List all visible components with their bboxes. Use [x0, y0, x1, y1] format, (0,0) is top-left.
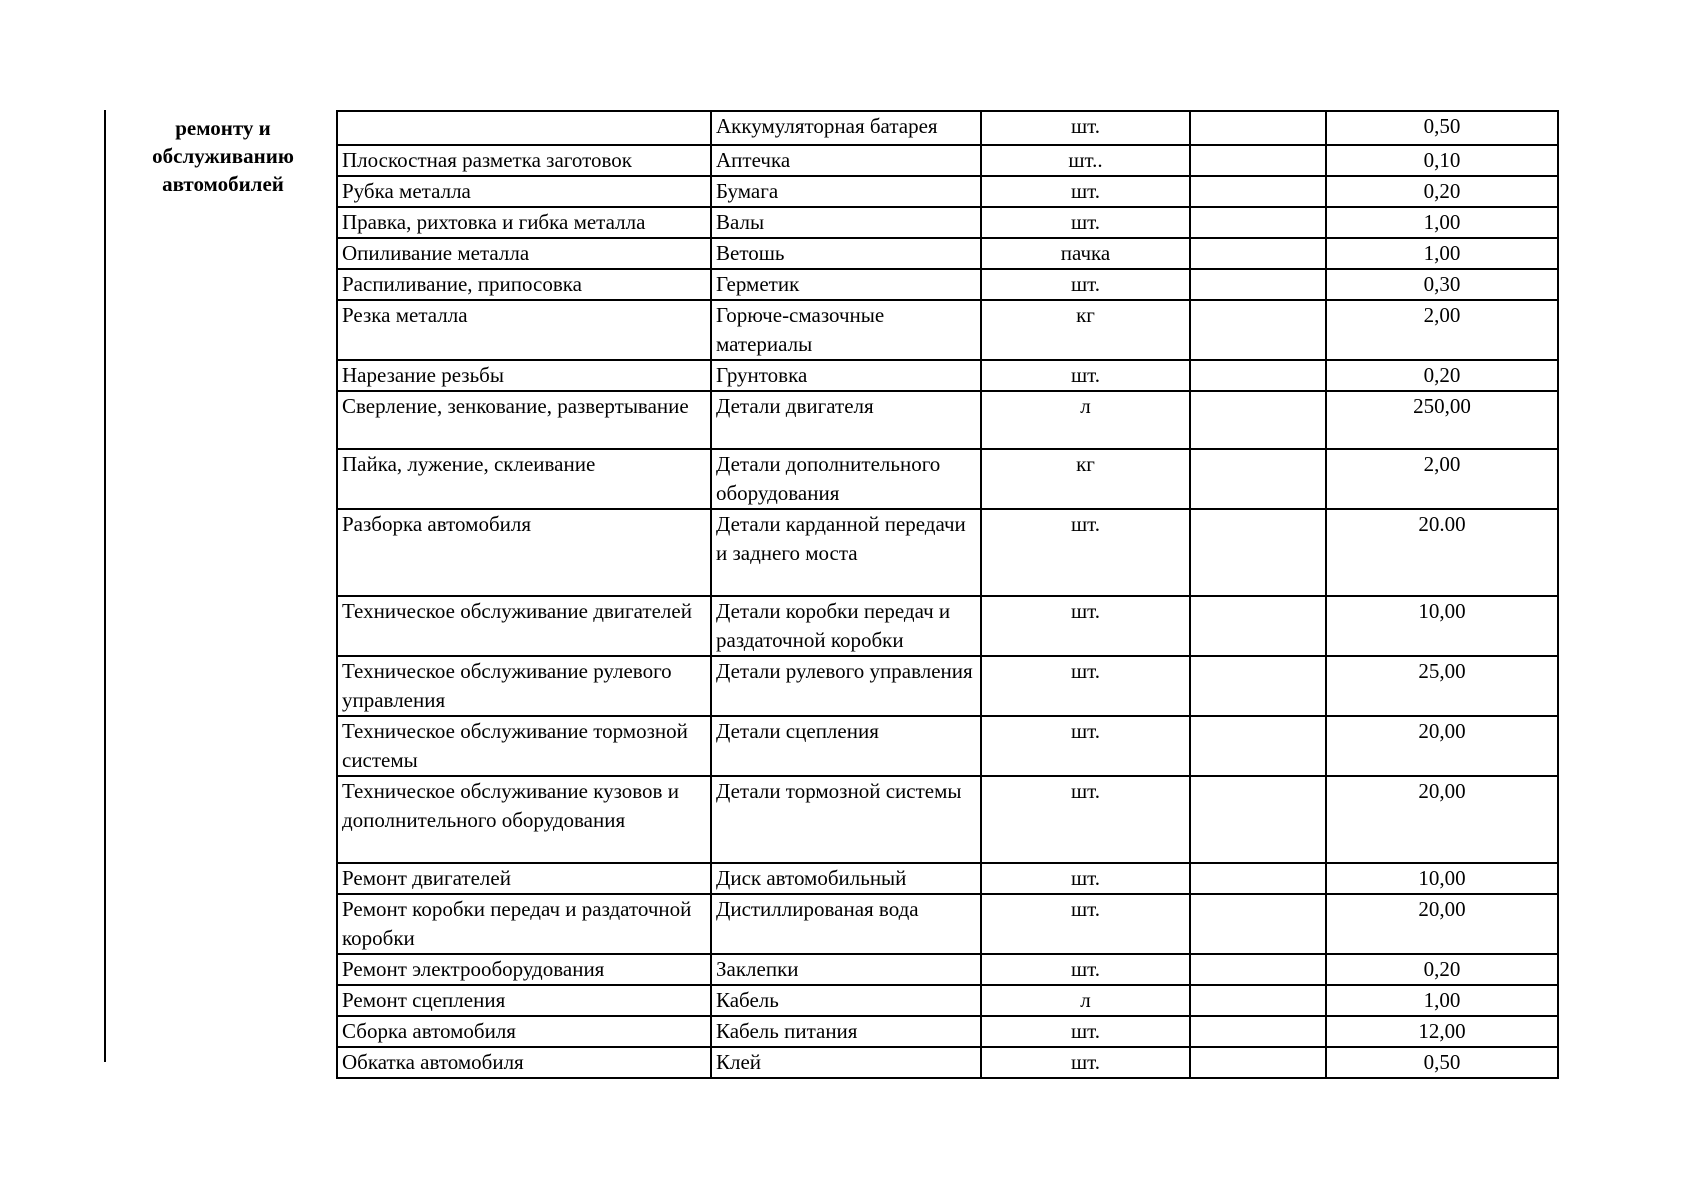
empty-cell: [1190, 985, 1326, 1016]
section-title-line: автомобилей: [162, 172, 284, 196]
table-row: [337, 449, 1558, 509]
unit-cell: кг: [981, 449, 1190, 509]
table-row: [337, 111, 1558, 145]
empty-cell: [1190, 111, 1326, 145]
empty-cell: [1190, 863, 1326, 894]
quantity-cell: 20,00: [1326, 716, 1558, 776]
table-row: [337, 360, 1558, 391]
unit-cell: шт.: [981, 176, 1190, 207]
material-cell: Детали карданной передачи и заднего моста: [711, 509, 981, 596]
work-cell: Ремонт коробки передач и раздаточной коробки: [337, 894, 711, 954]
material-cell: Аккумуляторная батарея: [711, 111, 981, 145]
work-cell: Обкатка автомобиля: [337, 1047, 711, 1078]
material-cell: Клей: [711, 1047, 981, 1078]
table-row: [337, 1016, 1558, 1047]
quantity-cell: 0,10: [1326, 145, 1558, 176]
empty-cell: [1190, 1047, 1326, 1078]
quantity-cell: 0,20: [1326, 954, 1558, 985]
unit-cell: л: [981, 391, 1190, 449]
empty-cell: [1190, 894, 1326, 954]
material-cell: Детали сцепления: [711, 716, 981, 776]
empty-cell: [1190, 360, 1326, 391]
table-row: [337, 300, 1558, 360]
work-cell: Правка, рихтовка и гибка металла: [337, 207, 711, 238]
work-cell: Нарезание резьбы: [337, 360, 711, 391]
quantity-cell: 10,00: [1326, 596, 1558, 656]
empty-cell: [1190, 300, 1326, 360]
materials-table-body: [337, 111, 1558, 1078]
work-cell: Техническое обслуживание двигателей: [337, 596, 711, 656]
table-row: [337, 863, 1558, 894]
material-cell: Детали дополнительного оборудования: [711, 449, 981, 509]
material-cell: Герметик: [711, 269, 981, 300]
quantity-cell: 1,00: [1326, 238, 1558, 269]
quantity-cell: 2,00: [1326, 449, 1558, 509]
work-cell: Техническое обслуживание тормозной системы: [337, 716, 711, 776]
work-cell: Пайка, лужение, склеивание: [337, 449, 711, 509]
table-row: [337, 596, 1558, 656]
unit-cell: шт.: [981, 954, 1190, 985]
work-cell: Распиливание, припосовка: [337, 269, 711, 300]
quantity-cell: 25,00: [1326, 656, 1558, 716]
table-row: [337, 954, 1558, 985]
table-row: [337, 176, 1558, 207]
unit-cell: шт.: [981, 894, 1190, 954]
quantity-cell: 10,00: [1326, 863, 1558, 894]
table-row: [337, 776, 1558, 863]
table-row: [337, 985, 1558, 1016]
unit-cell: шт.: [981, 656, 1190, 716]
unit-cell: шт.: [981, 269, 1190, 300]
work-cell: Разборка автомобиля: [337, 509, 711, 596]
unit-cell: шт.: [981, 360, 1190, 391]
work-cell: Техническое обслуживание кузовов и дополнительного оборудования: [337, 776, 711, 863]
quantity-cell: 2,00: [1326, 300, 1558, 360]
material-cell: Диск автомобильный: [711, 863, 981, 894]
work-cell: [337, 111, 711, 145]
empty-cell: [1190, 207, 1326, 238]
unit-cell: шт.: [981, 716, 1190, 776]
material-cell: Валы: [711, 207, 981, 238]
quantity-cell: 20.00: [1326, 509, 1558, 596]
unit-cell: шт.: [981, 1016, 1190, 1047]
work-cell: Резка металла: [337, 300, 711, 360]
table-row: [337, 509, 1558, 596]
left-border-line: [104, 110, 106, 1062]
quantity-cell: 1,00: [1326, 207, 1558, 238]
unit-cell: шт.: [981, 1047, 1190, 1078]
quantity-cell: 0,50: [1326, 1047, 1558, 1078]
unit-cell: пачка: [981, 238, 1190, 269]
unit-cell: шт..: [981, 145, 1190, 176]
section-title-line: обслуживанию: [152, 144, 294, 168]
unit-cell: шт.: [981, 509, 1190, 596]
quantity-cell: 1,00: [1326, 985, 1558, 1016]
empty-cell: [1190, 391, 1326, 449]
quantity-cell: 0,20: [1326, 176, 1558, 207]
empty-cell: [1190, 656, 1326, 716]
empty-cell: [1190, 596, 1326, 656]
materials-table: [336, 110, 1559, 1079]
work-cell: Плоскостная разметка заготовок: [337, 145, 711, 176]
material-cell: Детали двигателя: [711, 391, 981, 449]
quantity-cell: 20,00: [1326, 894, 1558, 954]
empty-cell: [1190, 176, 1326, 207]
material-cell: Заклепки: [711, 954, 981, 985]
work-cell: Ремонт двигателей: [337, 863, 711, 894]
material-cell: Детали коробки передач и раздаточной коробки: [711, 596, 981, 656]
work-cell: Сверление, зенкование, развертывание: [337, 391, 711, 449]
material-cell: Грунтовка: [711, 360, 981, 391]
work-cell: Сборка автомобиля: [337, 1016, 711, 1047]
empty-cell: [1190, 238, 1326, 269]
empty-cell: [1190, 509, 1326, 596]
table-row: [337, 145, 1558, 176]
quantity-cell: 250,00: [1326, 391, 1558, 449]
unit-cell: кг: [981, 300, 1190, 360]
work-cell: Ремонт электрооборудования: [337, 954, 711, 985]
unit-cell: шт.: [981, 596, 1190, 656]
table-row: [337, 207, 1558, 238]
quantity-cell: 0,50: [1326, 111, 1558, 145]
unit-cell: шт.: [981, 863, 1190, 894]
table-row: [337, 391, 1558, 449]
material-cell: Бумага: [711, 176, 981, 207]
empty-cell: [1190, 776, 1326, 863]
material-cell: Детали тормозной системы: [711, 776, 981, 863]
quantity-cell: 12,00: [1326, 1016, 1558, 1047]
empty-cell: [1190, 449, 1326, 509]
section-title-line: ремонту и: [175, 116, 271, 140]
table-row: [337, 269, 1558, 300]
table-row: [337, 716, 1558, 776]
section-title: [128, 114, 318, 198]
material-cell: Дистиллированая вода: [711, 894, 981, 954]
work-cell: Опиливание металла: [337, 238, 711, 269]
table-row: [337, 894, 1558, 954]
table-row: [337, 1047, 1558, 1078]
material-cell: Горюче-смазочные материалы: [711, 300, 981, 360]
empty-cell: [1190, 269, 1326, 300]
table-row: [337, 656, 1558, 716]
quantity-cell: 0,30: [1326, 269, 1558, 300]
quantity-cell: 20,00: [1326, 776, 1558, 863]
empty-cell: [1190, 954, 1326, 985]
empty-cell: [1190, 716, 1326, 776]
empty-cell: [1190, 145, 1326, 176]
unit-cell: л: [981, 985, 1190, 1016]
material-cell: Аптечка: [711, 145, 981, 176]
material-cell: Кабель: [711, 985, 981, 1016]
material-cell: Детали рулевого управления: [711, 656, 981, 716]
empty-cell: [1190, 1016, 1326, 1047]
work-cell: Рубка металла: [337, 176, 711, 207]
material-cell: Кабель питания: [711, 1016, 981, 1047]
table-row: [337, 238, 1558, 269]
unit-cell: шт.: [981, 207, 1190, 238]
unit-cell: шт.: [981, 111, 1190, 145]
quantity-cell: 0,20: [1326, 360, 1558, 391]
unit-cell: шт.: [981, 776, 1190, 863]
work-cell: Техническое обслуживание рулевого управления: [337, 656, 711, 716]
material-cell: Ветошь: [711, 238, 981, 269]
work-cell: Ремонт сцепления: [337, 985, 711, 1016]
